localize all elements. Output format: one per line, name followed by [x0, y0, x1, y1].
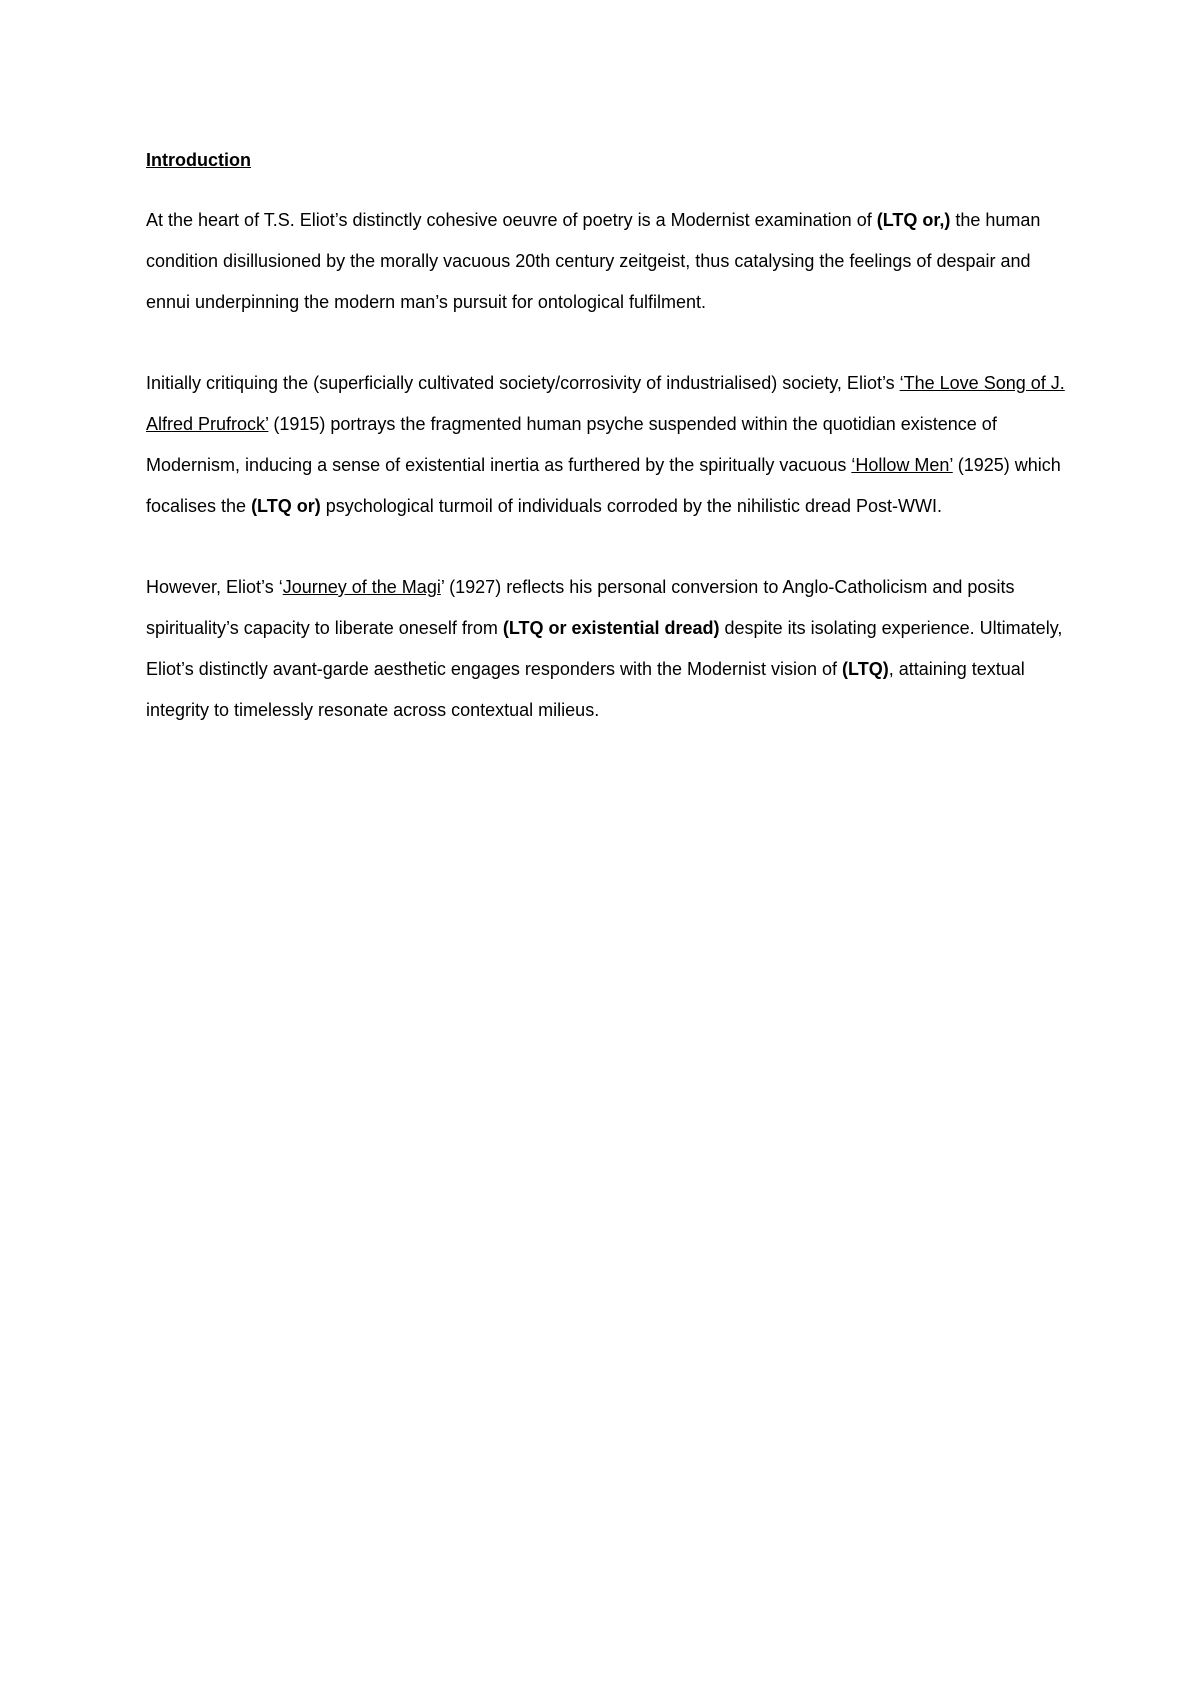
paragraph-1-text-a: At the heart of T.S. Eliot’s distinctly cohesive oeuvre of poetry is a Modernist examination of: [146, 210, 877, 230]
paragraph-1-text-b: the human condition disillusioned by the morally vacuous 20th century zeitgeist, thus catalysing the feelings of despair and ennui underpinning the modern man’s pursuit for ontological fulfilment.: [146, 210, 1041, 312]
paragraph-2: [146, 363, 1066, 527]
poem-title-prufrock: ‘The Love Song of J. Alfred Prufrock’: [146, 373, 1065, 434]
paragraph-3-text-c: despite its isolating experience. Ultimately, Eliot’s distinctly avant-garde aesthetic engages responders with the Modernist vision of: [146, 618, 1063, 679]
paragraph-2-text-b: (1915) portrays the fragmented human psyche suspended within the quotidian existence of Modernism, inducing a sense of existential inertia as furthered by the spiritually vacuous: [146, 414, 997, 475]
paragraph-3-bold-b: (LTQ): [842, 659, 889, 679]
poem-title-hollow-men: ‘Hollow Men’: [851, 455, 953, 475]
paragraph-3-bold-a: (LTQ or existential dread): [502, 618, 720, 638]
paragraph-1-bold-a: (LTQ or,): [876, 210, 951, 230]
poem-title-magi: Journey of the Magi: [282, 577, 441, 597]
paragraph-2-text-c: (1925) which focalises the: [146, 455, 1061, 516]
paragraph-3-text-d: , attaining textual integrity to timelessly resonate across contextual milieus.: [146, 659, 1025, 720]
paragraph-3-text-a: However, Eliot’s ‘: [146, 577, 283, 597]
paragraph-1: [146, 200, 1066, 323]
paragraph-2-text-a: Initially critiquing the (superficially cultivated society/corrosivity of industrialised) society, Eliot’s: [146, 373, 900, 393]
section-heading: Introduction: [146, 150, 251, 170]
paragraph-2-bold-a: (LTQ or): [251, 496, 321, 516]
paragraph-2-text-d: psychological turmoil of individuals corroded by the nihilistic dread Post-WWI.: [320, 496, 942, 516]
paragraph-3: [146, 567, 1066, 731]
document-body: [146, 146, 1066, 731]
paragraph-3-text-b: ’ (1927) reflects his personal conversion to Anglo-Catholicism and posits spirituality’s capacity to liberate oneself from: [146, 577, 1015, 638]
